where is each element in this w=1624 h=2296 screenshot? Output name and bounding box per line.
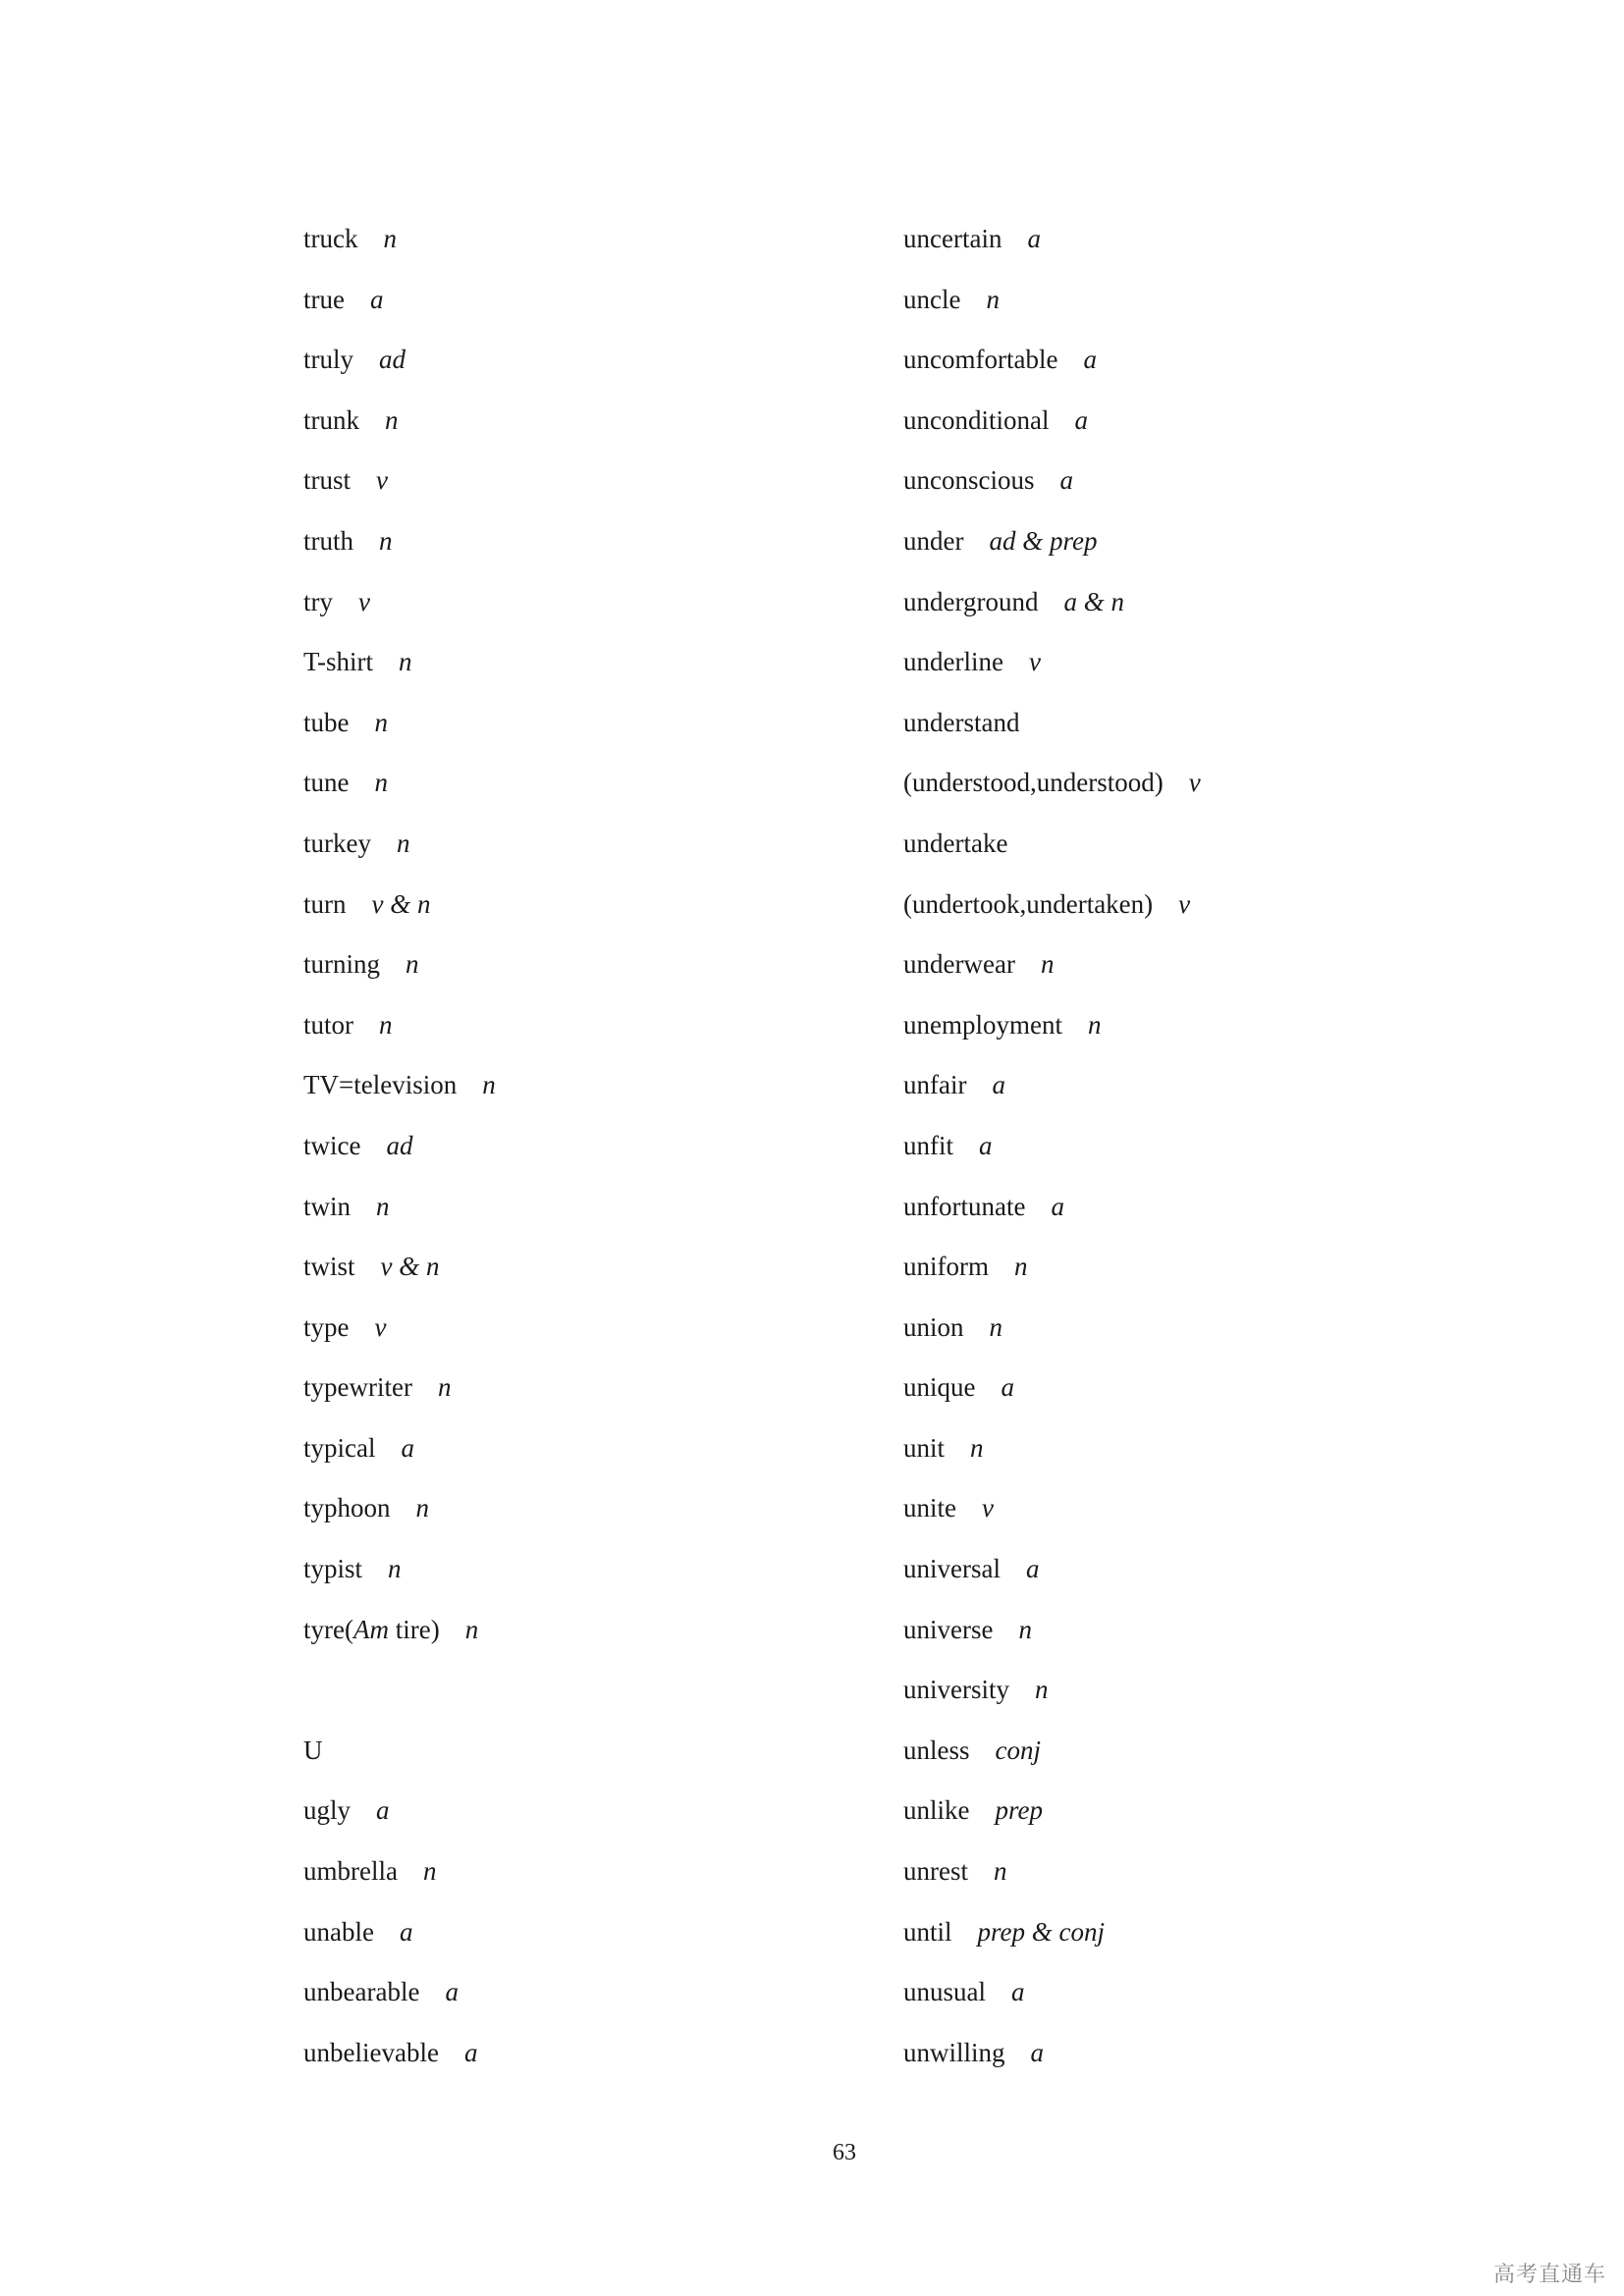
vocab-word: unfit bbox=[903, 1130, 953, 1160]
vocab-word: (undertook,undertaken) bbox=[903, 888, 1154, 919]
vocab-word: unit bbox=[903, 1432, 946, 1463]
vocab-entry-tyre bbox=[303, 1612, 496, 1673]
vocab-word: typewriter bbox=[303, 1372, 412, 1403]
vocab-entry bbox=[303, 342, 496, 402]
vocab-word: university bbox=[903, 1675, 1009, 1705]
vocab-entry bbox=[303, 1007, 496, 1068]
part-of-speech: v bbox=[358, 586, 370, 616]
part-of-speech: n bbox=[422, 1856, 437, 1887]
vocab-word: universal bbox=[903, 1554, 1001, 1584]
vocab-word: underwear bbox=[903, 949, 1015, 980]
vocab-entry bbox=[303, 1067, 496, 1128]
vocab-entry bbox=[303, 1309, 496, 1370]
vocab-word: unique bbox=[903, 1372, 976, 1403]
part-of-speech: n bbox=[388, 1554, 402, 1584]
part-of-speech: ad & prep bbox=[989, 525, 1098, 556]
vocab-entry bbox=[903, 1490, 1201, 1551]
part-of-speech: n bbox=[396, 828, 410, 858]
vocab-word: unfair bbox=[903, 1070, 967, 1100]
part-of-speech: n bbox=[989, 1311, 1003, 1342]
vocab-word: twice bbox=[303, 1130, 361, 1160]
vocab-entry bbox=[903, 2035, 1201, 2096]
vocab-entry bbox=[303, 1430, 496, 1491]
vocab-word: unusual bbox=[903, 1977, 986, 2007]
vocab-word: unbelievable bbox=[303, 2037, 439, 2067]
vocab-entry bbox=[903, 1612, 1201, 1673]
vocab-entry bbox=[303, 1369, 496, 1430]
vocab-entry bbox=[903, 342, 1201, 402]
part-of-speech: n bbox=[406, 949, 419, 980]
part-of-speech: ad bbox=[379, 345, 406, 375]
part-of-speech: v bbox=[1028, 647, 1041, 677]
vocab-entry bbox=[303, 584, 496, 645]
page-number: 63 bbox=[833, 2140, 856, 2165]
vocab-entry bbox=[903, 1974, 1201, 2035]
part-of-speech: v bbox=[1188, 768, 1201, 798]
part-of-speech: n bbox=[993, 1856, 1007, 1887]
part-of-speech: a bbox=[1059, 465, 1073, 496]
vocab-word: umbrella bbox=[303, 1856, 398, 1887]
part-of-speech: n bbox=[379, 525, 393, 556]
part-of-speech: a bbox=[1025, 1554, 1040, 1584]
vocab-entry bbox=[303, 462, 496, 523]
part-of-speech: a bbox=[1011, 1977, 1025, 2007]
vocab-entry bbox=[903, 1067, 1201, 1128]
vocab-word: unconscious bbox=[903, 465, 1035, 496]
section-spacer bbox=[303, 1672, 496, 1733]
part-of-speech: n bbox=[437, 1372, 452, 1403]
vocab-entry bbox=[303, 282, 496, 343]
vocab-word: truly bbox=[303, 345, 353, 375]
vocab-entry bbox=[303, 1249, 496, 1309]
part-of-speech: a bbox=[1051, 1191, 1064, 1221]
vocab-entry bbox=[903, 1309, 1201, 1370]
right-column bbox=[903, 221, 1201, 2095]
part-of-speech: v bbox=[982, 1493, 994, 1523]
watermark: 高考直通车 bbox=[1492, 2263, 1606, 2287]
part-of-speech: n bbox=[1018, 1614, 1032, 1644]
vocab-entry bbox=[903, 1189, 1201, 1250]
part-of-speech: n bbox=[383, 224, 397, 253]
vocab-word: turning bbox=[303, 949, 380, 980]
part-of-speech: n bbox=[464, 1614, 479, 1644]
part-of-speech: conj bbox=[995, 1735, 1041, 1765]
part-of-speech: n bbox=[1014, 1252, 1028, 1282]
vocab-word: unable bbox=[303, 1916, 374, 1947]
part-of-speech: a bbox=[979, 1130, 993, 1160]
vocab-entry bbox=[303, 1490, 496, 1551]
entries-right bbox=[903, 221, 1201, 2095]
vocab-word: uniform bbox=[903, 1252, 989, 1282]
vocab-word: unconditional bbox=[903, 404, 1050, 435]
vocab-word: try bbox=[303, 586, 333, 616]
part-of-speech: v bbox=[1178, 888, 1191, 919]
vocab-entry bbox=[903, 1430, 1201, 1491]
vocab-entry bbox=[903, 584, 1201, 645]
part-of-speech: a bbox=[369, 284, 384, 314]
vocab-entry bbox=[903, 523, 1201, 584]
vocab-word: until bbox=[903, 1916, 952, 1947]
vocab-word: typhoon bbox=[303, 1493, 391, 1523]
vocab-word: unlike bbox=[903, 1795, 970, 1826]
vocab-entry bbox=[903, 1914, 1201, 1975]
vocab-entry bbox=[303, 1189, 496, 1250]
vocab-entry bbox=[303, 1853, 496, 1914]
vocab-entry bbox=[903, 1733, 1201, 1793]
vocab-word: trunk bbox=[303, 404, 359, 435]
vocab-entry bbox=[303, 826, 496, 886]
vocab-word: T-shirt bbox=[303, 647, 374, 677]
vocab-entry bbox=[903, 462, 1201, 523]
vocab-entry bbox=[903, 644, 1201, 705]
part-of-speech: n bbox=[399, 647, 412, 677]
vocab-entry bbox=[303, 886, 496, 947]
vocab-entry bbox=[903, 1128, 1201, 1189]
part-of-speech: a bbox=[992, 1070, 1005, 1100]
vocab-entry bbox=[303, 765, 496, 826]
part-of-speech: a & n bbox=[1063, 586, 1124, 616]
vocab-entry bbox=[303, 1551, 496, 1612]
part-of-speech: a bbox=[1027, 224, 1041, 253]
vocab-entry bbox=[303, 1974, 496, 2035]
vocab-word: unite bbox=[903, 1493, 956, 1523]
vocab-entry bbox=[903, 1672, 1201, 1733]
part-of-speech: n bbox=[986, 284, 1000, 314]
vocab-entry bbox=[903, 765, 1201, 826]
vocab-entry bbox=[903, 886, 1201, 947]
part-of-speech: n bbox=[385, 404, 399, 435]
part-of-speech: v bbox=[374, 1311, 387, 1342]
left-column bbox=[303, 221, 496, 2095]
vocab-word: trust bbox=[303, 465, 352, 496]
vocab-word: turn bbox=[303, 888, 347, 919]
vocab-entry bbox=[903, 1853, 1201, 1914]
vocab-word: typical bbox=[303, 1432, 376, 1463]
vocab-entry bbox=[903, 826, 1201, 886]
part-of-speech: a bbox=[1030, 2037, 1045, 2067]
vocab-entry bbox=[903, 946, 1201, 1007]
vocab-word: truth bbox=[303, 525, 353, 556]
part-of-speech: v & n bbox=[380, 1252, 440, 1282]
vocab-word: unless bbox=[903, 1735, 970, 1765]
part-of-speech: ad bbox=[386, 1130, 413, 1160]
vocab-word: true bbox=[303, 284, 345, 314]
vocab-word: underline bbox=[903, 647, 1003, 677]
vocab-word: tutor bbox=[303, 1009, 353, 1040]
vocab-entry bbox=[303, 705, 496, 766]
part-of-speech: prep bbox=[995, 1795, 1043, 1826]
vocab-word: under bbox=[903, 525, 964, 556]
vocab-word: (understood,understood) bbox=[903, 768, 1164, 798]
vocab-word: ugly bbox=[303, 1795, 352, 1826]
part-of-speech: n bbox=[1040, 949, 1055, 980]
vocab-word: uncomfortable bbox=[903, 345, 1058, 375]
part-of-speech: a bbox=[1083, 345, 1097, 375]
part-of-speech: n bbox=[376, 1191, 390, 1221]
vocab-entry bbox=[303, 402, 496, 463]
entries-t bbox=[303, 221, 496, 1612]
part-of-speech: n bbox=[415, 1493, 430, 1523]
vocab-word: unbearable bbox=[303, 1977, 420, 2007]
vocab-word: typist bbox=[303, 1554, 363, 1584]
part-of-speech: v bbox=[376, 465, 388, 496]
vocab-entry bbox=[303, 2035, 496, 2096]
vocab-entry bbox=[903, 402, 1201, 463]
part-of-speech: a bbox=[445, 1977, 459, 2007]
vocab-word: tune bbox=[303, 768, 350, 798]
vocab-entry bbox=[303, 523, 496, 584]
vocab-word: tube bbox=[303, 707, 350, 737]
part-of-speech: n bbox=[374, 707, 388, 737]
vocab-word: type bbox=[303, 1311, 350, 1342]
vocab-word: undertake bbox=[903, 828, 1008, 858]
vocab-word: universe bbox=[903, 1614, 994, 1644]
vocab-word: TV=television bbox=[303, 1070, 458, 1100]
vocab-entry bbox=[903, 1792, 1201, 1853]
part-of-speech: n bbox=[1087, 1009, 1102, 1040]
vocab-word: uncertain bbox=[903, 224, 1002, 253]
vocab-entry bbox=[903, 1249, 1201, 1309]
vocab-word: truck bbox=[303, 224, 358, 253]
vocab-word: twin bbox=[303, 1191, 352, 1221]
vocab-word: unwilling bbox=[903, 2037, 1005, 2067]
vocab-word: uncle bbox=[903, 284, 961, 314]
vocab-entry bbox=[303, 221, 496, 282]
part-of-speech: a bbox=[399, 1916, 413, 1947]
vocab-word: tyre(Am tire) bbox=[303, 1614, 440, 1644]
vocab-entry bbox=[303, 946, 496, 1007]
vocab-entry bbox=[303, 644, 496, 705]
vocab-entry bbox=[303, 1128, 496, 1189]
part-of-speech: a bbox=[463, 2037, 478, 2067]
vocab-word: unemployment bbox=[903, 1009, 1062, 1040]
vocab-entry bbox=[903, 1007, 1201, 1068]
vocab-entry bbox=[303, 1914, 496, 1975]
vocab-entry bbox=[903, 282, 1201, 343]
vocab-entry bbox=[903, 705, 1201, 766]
vocab-word: underground bbox=[903, 586, 1039, 616]
part-of-speech: n bbox=[374, 768, 388, 798]
part-of-speech: a bbox=[376, 1795, 390, 1826]
vocab-word: understand bbox=[903, 707, 1020, 737]
vocab-entry bbox=[303, 1792, 496, 1853]
part-of-speech: v & n bbox=[371, 888, 431, 919]
section-heading-u: U bbox=[303, 1735, 323, 1765]
part-of-speech: n bbox=[970, 1432, 984, 1463]
vocab-word: union bbox=[903, 1311, 964, 1342]
vocab-word: turkey bbox=[303, 828, 371, 858]
vocab-word: unrest bbox=[903, 1856, 968, 1887]
part-of-speech: n bbox=[379, 1009, 393, 1040]
vocab-entry bbox=[903, 1551, 1201, 1612]
part-of-speech: a bbox=[1001, 1372, 1014, 1403]
vocab-entry bbox=[903, 1369, 1201, 1430]
part-of-speech: n bbox=[482, 1070, 496, 1100]
part-of-speech: a bbox=[1074, 404, 1088, 435]
vocab-entry bbox=[903, 221, 1201, 282]
vocab-word: unfortunate bbox=[903, 1191, 1026, 1221]
part-of-speech: prep & conj bbox=[977, 1916, 1105, 1947]
entries-u bbox=[303, 1792, 496, 2095]
part-of-speech: n bbox=[1035, 1675, 1049, 1705]
part-of-speech: a bbox=[401, 1432, 414, 1463]
vocab-word: twist bbox=[303, 1252, 355, 1282]
